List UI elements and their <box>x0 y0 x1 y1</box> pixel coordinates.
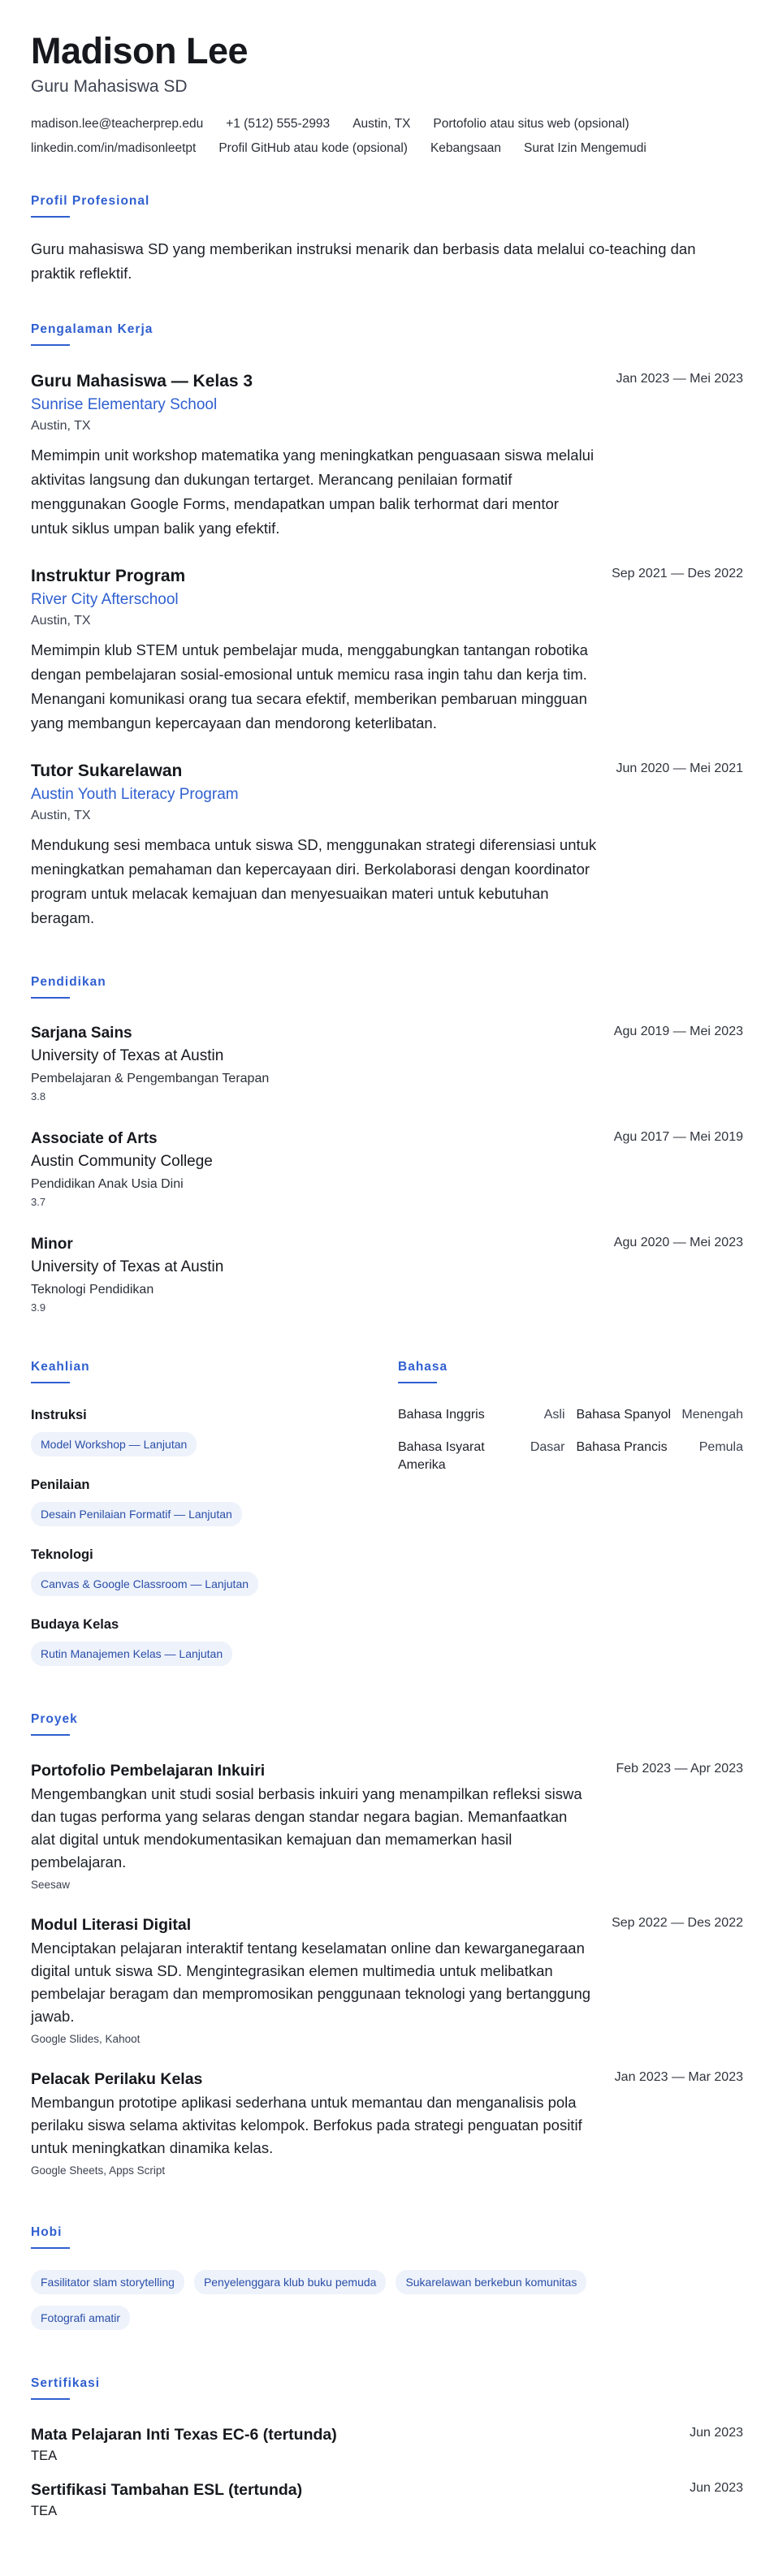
language-list <box>398 1406 743 1474</box>
entry-dates: Agu 2019 — Mei 2023 <box>613 1025 743 1038</box>
job-description: Mendukung sesi membaca untuk siswa SD, menggunakan strategi diferensiasi untuk meningkatkan pemahaman dan kepercayaan diri. Berkolaborasi dengan koordinator program untuk melacak kemajuan dan menyesuaikan materi untuk kebutuhan beragam. <box>31 836 597 926</box>
job-location: Austin, TX <box>31 419 91 433</box>
job-description: Memimpin unit workshop matematika yang meningkatkan penguasaan siswa melalui aktivitas langsung dan dukungan tertarget. Merancang penilaian formatif menggunakan Google Forms, mendapatkan umpan balik terhormat dari mentor untuk siklus umpan balik yang efektif. <box>31 447 595 537</box>
hobby-tag: Sukarelawan berkebun komunitas <box>396 2270 586 2294</box>
entry-dates: Jun 2023 <box>690 2426 743 2440</box>
hobby-tag: Penyelenggara klub buku pemuda <box>194 2270 387 2294</box>
project-entry <box>31 1914 743 2047</box>
experience-entry <box>31 370 743 541</box>
gpa-value: 3.9 <box>31 1301 46 1314</box>
language-name: Bahasa Isyarat Amerika <box>398 1440 485 1472</box>
skill-category: Teknologi <box>31 1547 93 1562</box>
school-name: University of Texas at Austin <box>31 1047 224 1064</box>
company-name: Austin Youth Literacy Program <box>31 786 239 803</box>
school-name: University of Texas at Austin <box>31 1258 224 1275</box>
resume-header <box>31 29 743 156</box>
project-entry <box>31 2069 743 2179</box>
contact-email[interactable]: madison.lee@teacherprep.edu <box>31 117 204 131</box>
contact-list <box>31 117 743 156</box>
skill-tag: Model Workshop — Lanjutan <box>31 1432 197 1456</box>
skills-languages-row <box>31 1359 743 1666</box>
project-description: Menciptakan pelajaran interaktif tentang keselamatan online dan kewarganegaraan digital untuk siswa SD. Mengintegrasikan elemen multimedia untuk melibatkan pembelajar beragam dan mempromosikan penggunaan teknologi yang bertanggung jawab. <box>31 1940 591 2025</box>
language-level: Pemula <box>698 1440 743 1454</box>
hobby-tag: Fotografi amatir <box>31 2306 130 2330</box>
language-name: Bahasa Inggris <box>398 1408 485 1422</box>
education-entry <box>31 1023 743 1104</box>
skill-tag: Rutin Manajemen Kelas — Lanjutan <box>31 1642 232 1666</box>
experience-entry <box>31 565 743 736</box>
section-heading: Sertifikasi <box>31 2376 101 2390</box>
skill-category: Penilaian <box>31 1478 90 1492</box>
study-field: Pendidikan Anak Usia Dini <box>31 1177 184 1191</box>
job-location: Austin, TX <box>31 809 91 822</box>
section-divider <box>31 1734 70 1736</box>
candidate-name: Madison Lee <box>31 30 249 71</box>
section-divider <box>31 2247 70 2249</box>
certification-entry <box>31 2479 743 2520</box>
section-heading: Profil Profesional <box>31 194 150 208</box>
section-heading: Bahasa <box>398 1360 448 1374</box>
skills-section <box>31 1359 398 1666</box>
study-field: Pembelajaran & Pengembangan Terapan <box>31 1072 270 1085</box>
project-title: Portofolio Pembelajaran Inkuiri <box>31 1762 266 1780</box>
contact-nationality: Kebangsaan <box>430 141 502 155</box>
language-item <box>577 1406 744 1424</box>
job-title: Guru Mahasiswa — Kelas 3 <box>31 372 253 390</box>
job-location: Austin, TX <box>31 614 91 628</box>
language-item <box>577 1439 744 1474</box>
language-item <box>398 1439 565 1474</box>
company-name: Sunrise Elementary School <box>31 396 218 413</box>
project-tools: Google Sheets, Apps Script <box>31 2164 166 2177</box>
job-title: Tutor Sukarelawan <box>31 762 183 780</box>
certification-title: Sertifikasi Tambahan ESL (tertunda) <box>31 2481 303 2499</box>
section-heading: Hobi <box>31 2225 63 2239</box>
entry-dates: Sep 2022 — Des 2022 <box>612 1916 743 1930</box>
hobbies-section <box>31 2224 743 2330</box>
languages-section <box>398 1359 743 1666</box>
contact-portfolio[interactable]: Portofolio atau situs web (opsional) <box>433 117 629 131</box>
skill-category: Instruksi <box>31 1408 87 1422</box>
education-entry <box>31 1234 743 1315</box>
contact-phone[interactable]: +1 (512) 555-2993 <box>226 117 331 131</box>
contact-linkedin[interactable]: linkedin.com/in/madisonleetpt <box>31 141 197 155</box>
entry-dates: Jan 2023 — Mar 2023 <box>614 2070 743 2084</box>
projects-section <box>31 1711 743 2179</box>
section-heading: Proyek <box>31 1712 78 1726</box>
profile-summary: Guru mahasiswa SD yang memberikan instruksi menarik dan berbasis data melalui co-teaching dan praktik reflektif. <box>31 240 696 282</box>
experience-section <box>31 321 743 930</box>
hobby-list <box>31 2270 681 2330</box>
entry-dates: Jun 2020 — Mei 2021 <box>616 762 743 775</box>
section-divider <box>31 216 70 218</box>
section-divider <box>31 1382 70 1383</box>
gpa-value: 3.8 <box>31 1090 46 1102</box>
gpa-value: 3.7 <box>31 1196 46 1208</box>
certification-issuer: TEA <box>31 2449 58 2463</box>
project-description: Membangun prototipe aplikasi sederhana untuk memantau dan menganalisis pola perilaku siswa selama aktivitas kelompok. Berfokus pada strategi penguatan positif untuk meningkatkan dinamika kelas. <box>31 2094 582 2156</box>
company-name: River City Afterschool <box>31 591 179 608</box>
contact-location: Austin, TX <box>352 117 411 131</box>
language-level: Asli <box>543 1408 565 1422</box>
project-entry <box>31 1760 743 1893</box>
language-level: Menengah <box>681 1408 743 1422</box>
degree-name: Minor <box>31 1236 73 1253</box>
certification-entry <box>31 2424 743 2465</box>
entry-dates: Jan 2023 — Mei 2023 <box>616 372 743 386</box>
project-title: Modul Literasi Digital <box>31 1916 192 1934</box>
entry-dates: Sep 2021 — Des 2022 <box>612 567 743 580</box>
candidate-role: Guru Mahasiswa SD <box>31 77 188 96</box>
language-name: Bahasa Prancis <box>576 1440 668 1454</box>
section-heading: Pendidikan <box>31 975 106 989</box>
certification-issuer: TEA <box>31 2504 58 2518</box>
education-section <box>31 974 743 1315</box>
education-entry <box>31 1128 743 1210</box>
job-title: Instruktur Program <box>31 567 186 585</box>
project-title: Pelacak Perilaku Kelas <box>31 2070 203 2088</box>
study-field: Teknologi Pendidikan <box>31 1283 154 1297</box>
contact-driving-license: Surat Izin Mengemudi <box>524 141 646 155</box>
language-name: Bahasa Spanyol <box>576 1408 672 1422</box>
section-divider <box>31 997 70 999</box>
section-divider <box>31 2398 70 2400</box>
skill-category: Budaya Kelas <box>31 1617 119 1632</box>
skill-tag: Desain Penilaian Formatif — Lanjutan <box>31 1502 242 1526</box>
project-tools: Seesaw <box>31 1879 71 1891</box>
degree-name: Associate of Arts <box>31 1130 158 1147</box>
project-description: Mengembangkan unit studi sosial berbasis inkuiri yang menampilkan refleksi siswa dan tugas performa yang selaras dengan standar negara bagian. Memanfaatkan alat digital untuk mendokumentasikan kemajuan dan memamerkan hasil pembelajaran. <box>31 1785 582 1871</box>
section-divider <box>398 1382 437 1383</box>
school-name: Austin Community College <box>31 1153 213 1170</box>
certification-title: Mata Pelajaran Inti Texas EC-6 (tertunda) <box>31 2426 337 2444</box>
hobby-tag: Fasilitator slam storytelling <box>31 2270 184 2294</box>
entry-dates: Agu 2020 — Mei 2023 <box>613 1236 743 1249</box>
section-heading: Pengalaman Kerja <box>31 322 154 336</box>
certifications-section <box>31 2375 743 2520</box>
entry-dates: Feb 2023 — Apr 2023 <box>616 1762 743 1776</box>
skill-tag: Canvas & Google Classroom — Lanjutan <box>31 1572 258 1596</box>
project-tools: Google Slides, Kahoot <box>31 2033 141 2045</box>
section-heading: Keahlian <box>31 1360 90 1374</box>
section-divider <box>31 344 70 346</box>
entry-dates: Jun 2023 <box>690 2481 743 2495</box>
profile-section <box>31 193 743 286</box>
experience-entry <box>31 760 743 930</box>
job-description: Memimpin klub STEM untuk pembelajar muda, menggabungkan tantangan robotika dengan pembelajaran sosial-emosional untuk memicu rasa ingin tahu dan kerja tim. Menangani komunikasi orang tua secara efektif, memberikan pembaruan mingguan yang membangun kepercayaan dan mendorong keterlibatan. <box>31 641 588 731</box>
degree-name: Sarjana Sains <box>31 1025 132 1042</box>
language-item <box>398 1406 565 1424</box>
language-level: Dasar <box>530 1440 565 1454</box>
entry-dates: Agu 2017 — Mei 2019 <box>613 1130 743 1144</box>
contact-github[interactable]: Profil GitHub atau kode (opsional) <box>218 141 408 155</box>
